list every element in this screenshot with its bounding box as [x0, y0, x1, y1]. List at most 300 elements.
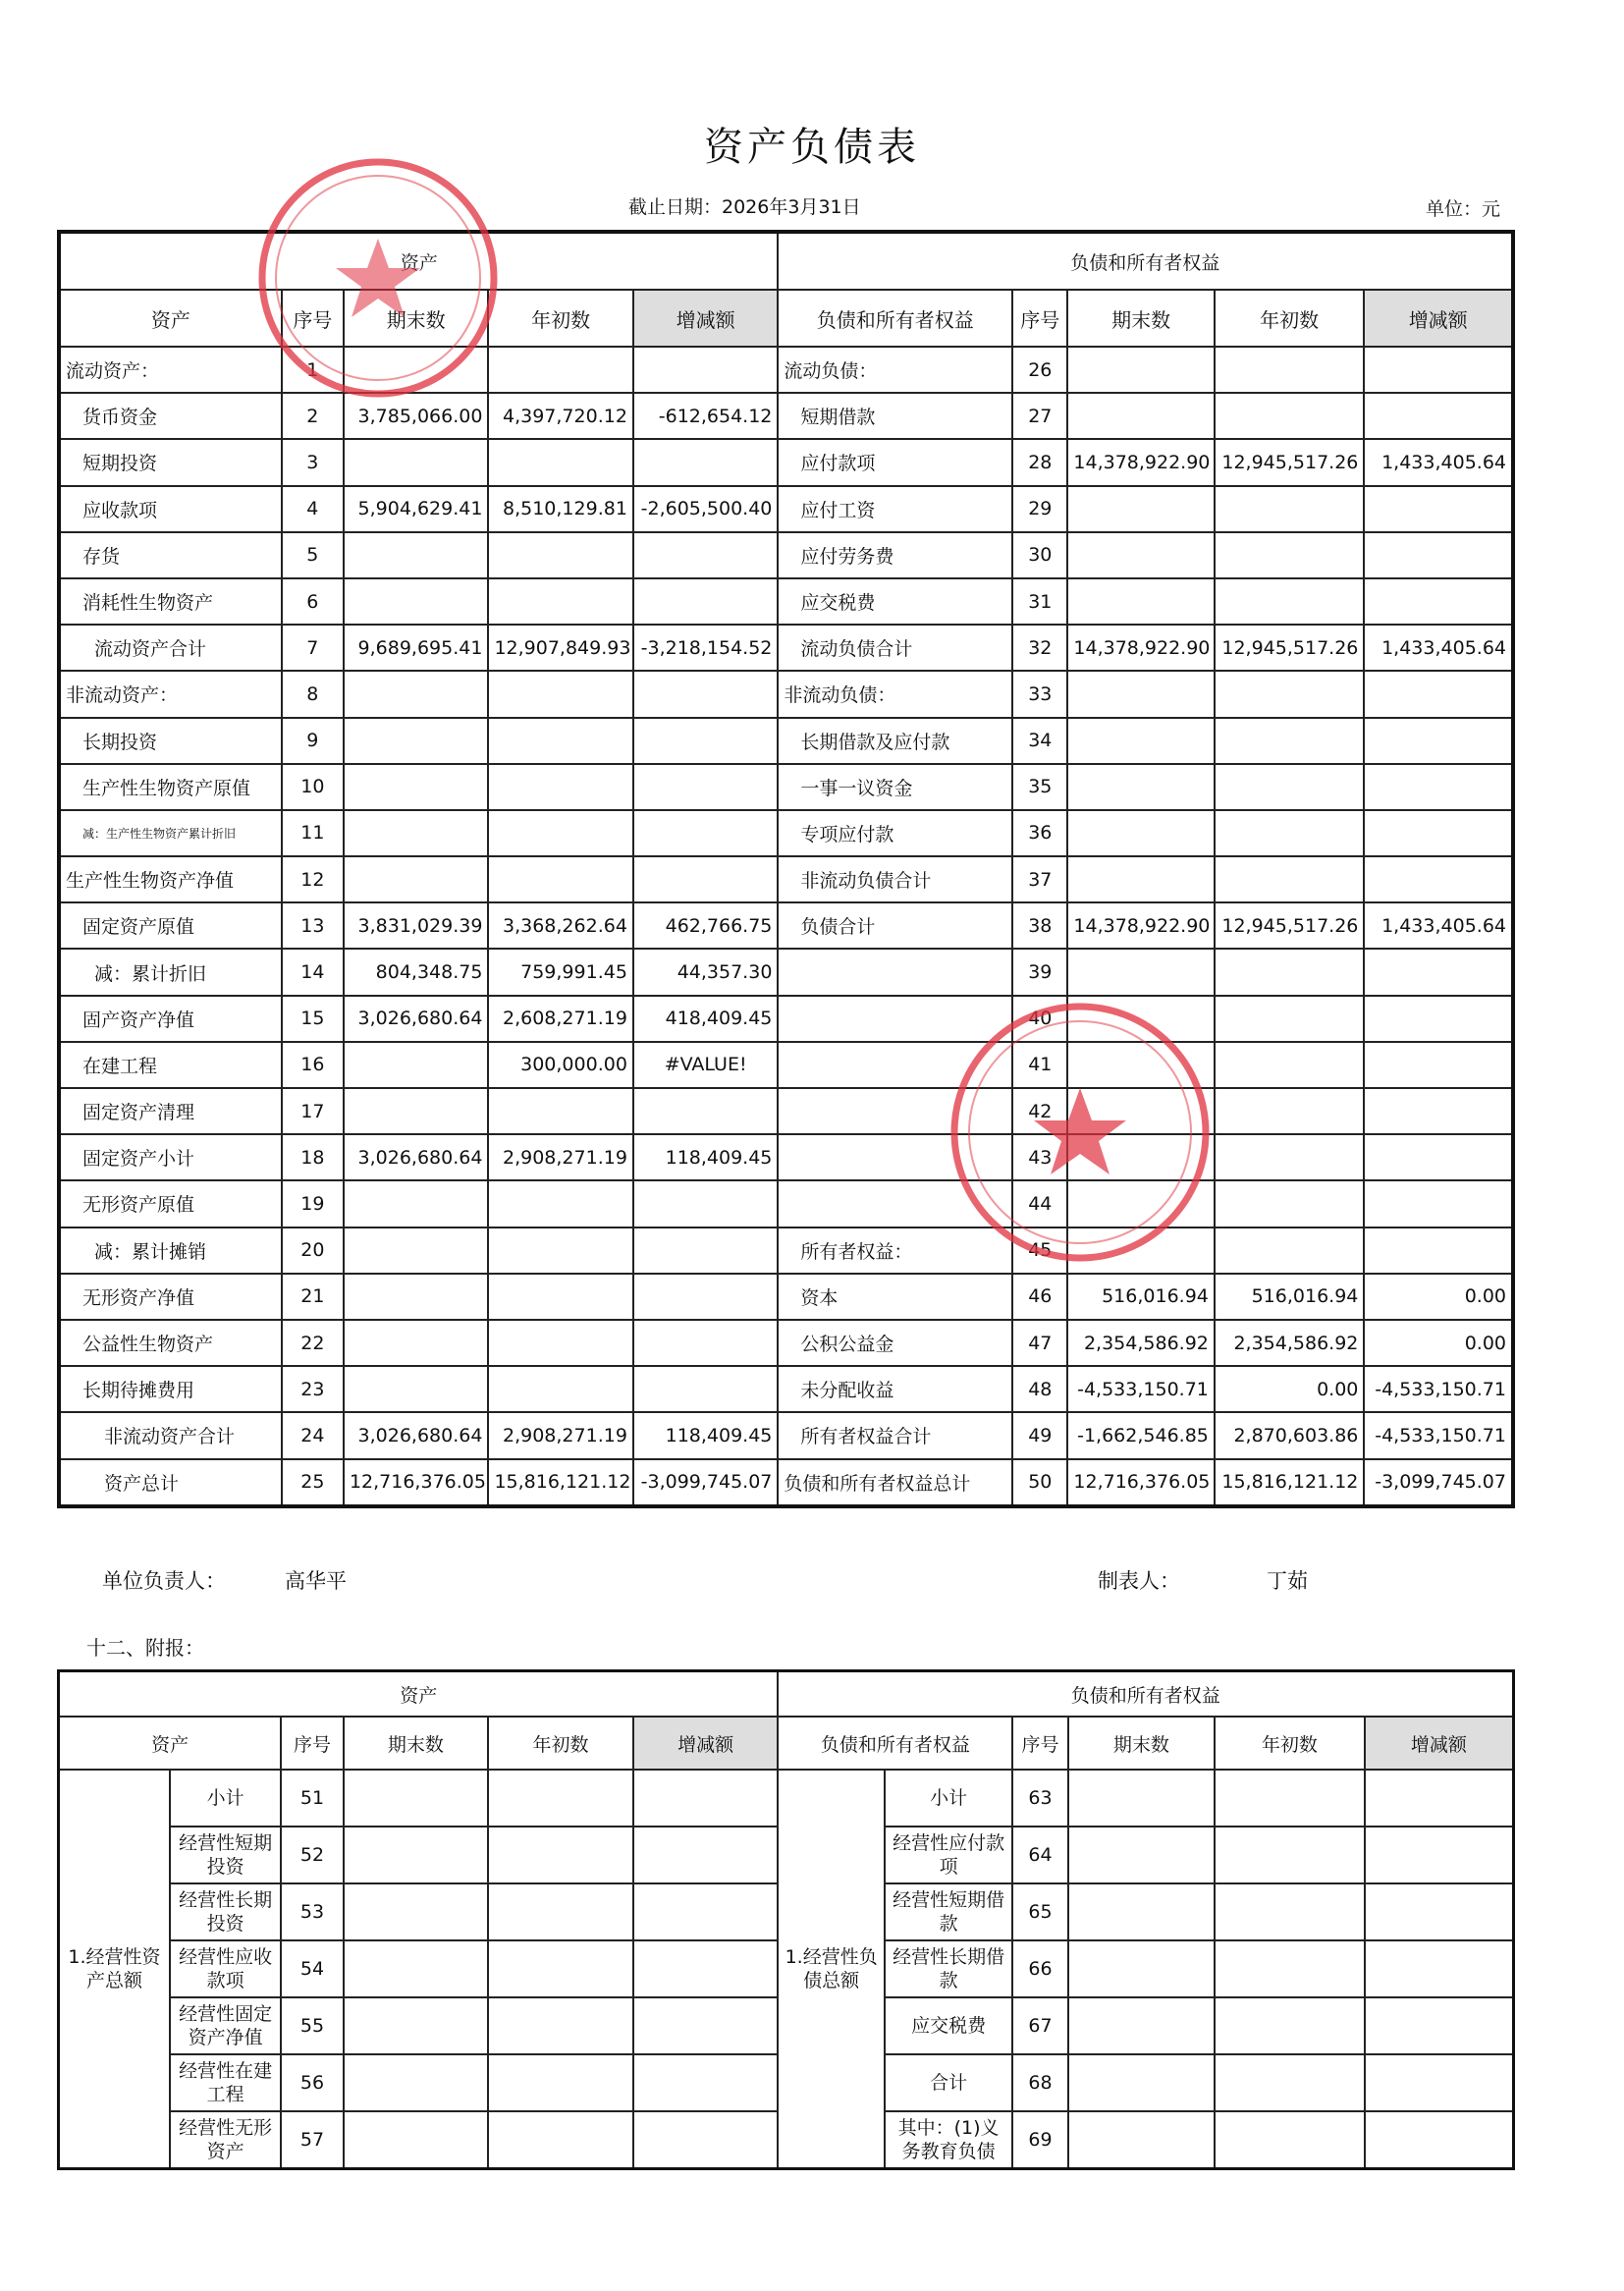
asset-seq: 22: [282, 1320, 344, 1366]
head-label: 单位负责人：: [102, 1569, 226, 1593]
liab-begin: 12,945,517.26: [1215, 902, 1365, 949]
liab-seq: 27: [1012, 393, 1067, 439]
supp-liab-change: [1365, 2054, 1514, 2111]
asset-begin: [488, 532, 632, 578]
asset-label: 在建工程: [59, 1042, 282, 1088]
liab-end: [1067, 393, 1215, 439]
liab-begin: 0.00: [1215, 1366, 1365, 1412]
liab-change: [1364, 996, 1513, 1042]
liab-seq: 36: [1012, 810, 1067, 856]
supp-asset-begin: [488, 2111, 633, 2169]
supp-asset-label: 经营性在建工程: [170, 2054, 281, 2111]
col-seq: 序号: [282, 290, 344, 347]
supp-asset-label: 经营性短期投资: [170, 1827, 281, 1883]
liab-end: 14,378,922.90: [1067, 625, 1215, 671]
asset-seq: 5: [282, 532, 344, 578]
asset-change: #VALUE!: [633, 1042, 778, 1088]
assets-section-header: 资产: [59, 232, 778, 290]
asset-end: [344, 1366, 488, 1412]
asset-seq: 17: [282, 1088, 344, 1134]
liab-begin: [1215, 671, 1365, 717]
balance-row: [59, 625, 1513, 671]
asset-change: 118,409.45: [633, 1134, 778, 1180]
liab-end: [1067, 718, 1215, 764]
balance-row: [59, 578, 1513, 625]
col-change2: 增减额: [1364, 290, 1513, 347]
supp-asset-begin: [488, 1940, 633, 1997]
liab-label: 一事一议资金: [778, 764, 1012, 810]
asset-begin: [488, 1088, 632, 1134]
liab-end: [1067, 347, 1215, 393]
balance-row: [59, 1227, 1513, 1274]
supp-asset-begin: [488, 1827, 633, 1883]
supp-liab-label: 合计: [885, 2054, 1013, 2111]
liab-begin: [1215, 578, 1365, 625]
liab-begin: [1215, 996, 1365, 1042]
supp-assets-section: 资产: [59, 1671, 779, 1718]
supp-liab-seq: 63: [1012, 1770, 1067, 1827]
asset-change: [633, 1180, 778, 1227]
asset-change: -3,099,745.07: [633, 1459, 778, 1506]
supp-asset-label: 小计: [170, 1770, 281, 1827]
asset-label: 流动资产合计: [59, 625, 282, 671]
balance-row: [59, 1088, 1513, 1134]
asset-begin: 15,816,121.12: [488, 1459, 632, 1506]
liab-label: 所有者权益：: [778, 1227, 1012, 1274]
asset-begin: 300,000.00: [488, 1042, 632, 1088]
liab-seq: 50: [1012, 1459, 1067, 1506]
asset-change: -3,218,154.52: [633, 625, 778, 671]
supp-liab-label: 应交税费: [885, 1997, 1013, 2054]
supp-liab-change: [1365, 1997, 1514, 2054]
liab-seq: 47: [1012, 1320, 1067, 1366]
asset-end: [344, 718, 488, 764]
liab-seq: 37: [1012, 856, 1067, 902]
supp-liab-end: [1068, 1883, 1216, 1940]
liab-seq: 45: [1012, 1227, 1067, 1274]
liab-change: [1364, 1134, 1513, 1180]
asset-change: [633, 532, 778, 578]
asset-seq: 20: [282, 1227, 344, 1274]
asset-change: [633, 347, 778, 393]
asset-change: [633, 578, 778, 625]
asset-seq: 7: [282, 625, 344, 671]
asset-seq: 14: [282, 949, 344, 995]
page-title: 资产负债表: [704, 125, 920, 170]
liab-begin: [1215, 764, 1365, 810]
liab-begin: [1215, 856, 1365, 902]
asset-begin: [488, 578, 632, 625]
supp-liab-change: [1365, 1770, 1514, 1827]
liab-begin: [1215, 532, 1365, 578]
asset-end: 12,716,376.05: [344, 1459, 488, 1506]
supp-liab-begin: [1215, 1770, 1365, 1827]
asset-change: [633, 1366, 778, 1412]
asset-change: 462,766.75: [633, 902, 778, 949]
liab-label: 资本: [778, 1274, 1012, 1320]
balance-row: [59, 718, 1513, 764]
liab-seq: 39: [1012, 949, 1067, 995]
asset-change: [633, 1274, 778, 1320]
supp-asset-change: [633, 2054, 779, 2111]
seal-stamp-bottom: [938, 990, 1222, 1275]
supp-asset-begin: [488, 1997, 633, 2054]
supp-asset-seq: 56: [281, 2054, 343, 2111]
supp-col-end: 期末数: [344, 1717, 489, 1770]
supp-asset-end: [344, 2054, 489, 2111]
liab-label: 非流动负债合计: [778, 856, 1012, 902]
asset-begin: [488, 439, 632, 485]
asset-change: [633, 718, 778, 764]
asset-change: [633, 856, 778, 902]
supp-asset-begin: [488, 2054, 633, 2111]
asset-end: [344, 764, 488, 810]
liab-change: 1,433,405.64: [1364, 902, 1513, 949]
supp-liab-seq: 64: [1012, 1827, 1067, 1883]
asset-label: 非流动资产合计: [59, 1412, 282, 1458]
liab-end: 12,716,376.05: [1067, 1459, 1215, 1506]
supp-asset-begin: [488, 1770, 633, 1827]
supplement-table: [57, 1669, 1515, 2170]
liab-seq: 29: [1012, 486, 1067, 532]
asset-begin: [488, 856, 632, 902]
asset-change: [633, 439, 778, 485]
col-asset: 资产: [59, 290, 282, 347]
asset-label: 固定资产原值: [59, 902, 282, 949]
supp-liab-begin: [1215, 2111, 1365, 2169]
asset-seq: 11: [282, 810, 344, 856]
liab-end: [1067, 578, 1215, 625]
asset-end: 3,026,680.64: [344, 996, 488, 1042]
unit-label: 单位：元: [1426, 198, 1501, 220]
supp-asset-change: [633, 1770, 779, 1827]
asset-label: 公益性生物资产: [59, 1320, 282, 1366]
supp-liab-end: [1068, 1940, 1216, 1997]
asset-change: [633, 1320, 778, 1366]
supp-asset-label: 经营性长期投资: [170, 1883, 281, 1940]
asset-change: [633, 671, 778, 717]
asset-seq: 12: [282, 856, 344, 902]
asset-end: [344, 532, 488, 578]
asset-end: [344, 1042, 488, 1088]
liab-label: 应付款项: [778, 439, 1012, 485]
supp-liab-label: 经营性应付款项: [885, 1827, 1013, 1883]
asset-label: 长期待摊费用: [59, 1366, 282, 1412]
asset-label: 消耗性生物资产: [59, 578, 282, 625]
asset-begin: 8,510,129.81: [488, 486, 632, 532]
supp-asset-change: [633, 1940, 779, 1997]
liab-end: [1067, 671, 1215, 717]
asset-seq: 21: [282, 1274, 344, 1320]
asset-seq: 4: [282, 486, 344, 532]
asset-label: 减：生产性生物资产累计折旧: [59, 810, 282, 856]
asset-begin: [488, 718, 632, 764]
balance-row: [59, 1134, 1513, 1180]
asset-change: 44,357.30: [633, 949, 778, 995]
supp-asset-label: 经营性固定资产净值: [170, 1997, 281, 2054]
supp-liab-seq: 69: [1012, 2111, 1067, 2169]
liab-seq: 33: [1012, 671, 1067, 717]
liab-change: [1364, 578, 1513, 625]
asset-begin: [488, 1180, 632, 1227]
liab-change: 1,433,405.64: [1364, 625, 1513, 671]
liab-seq: 42: [1012, 1088, 1067, 1134]
liab-begin: [1215, 1227, 1365, 1274]
supp-asset-change: [633, 1883, 779, 1940]
supp-liab-section: 负债和所有者权益: [778, 1671, 1513, 1718]
asset-label: 无形资产净值: [59, 1274, 282, 1320]
asset-seq: 18: [282, 1134, 344, 1180]
balance-row: [59, 856, 1513, 902]
liab-begin: [1215, 1042, 1365, 1088]
liab-change: -4,533,150.71: [1364, 1366, 1513, 1412]
balance-row: [59, 949, 1513, 995]
liab-change: -3,099,745.07: [1364, 1459, 1513, 1506]
liab-seq: 40: [1012, 996, 1067, 1042]
liab-end: [1067, 532, 1215, 578]
asset-end: [344, 1227, 488, 1274]
col-begin2: 年初数: [1215, 290, 1365, 347]
supp-asset-change: [633, 1827, 779, 1883]
liab-end: -4,533,150.71: [1067, 1366, 1215, 1412]
supp-liab-label: 其中：(1)义务教育负债: [885, 2111, 1013, 2169]
liab-change: [1364, 671, 1513, 717]
supp-row: [59, 1770, 1514, 1827]
liab-change: [1364, 347, 1513, 393]
supp-col-seq2: 序号: [1012, 1717, 1067, 1770]
liab-seq: 38: [1012, 902, 1067, 949]
asset-end: [344, 856, 488, 902]
asset-begin: [488, 1274, 632, 1320]
liab-change: [1364, 718, 1513, 764]
liab-end: [1067, 856, 1215, 902]
asset-change: [633, 764, 778, 810]
supp-asset-change: [633, 1997, 779, 2054]
supp-liab-end: [1068, 2054, 1216, 2111]
asset-seq: 23: [282, 1366, 344, 1412]
asset-seq: 25: [282, 1459, 344, 1506]
asset-begin: 12,907,849.93: [488, 625, 632, 671]
asset-seq: 24: [282, 1412, 344, 1458]
supp-asset-seq: 55: [281, 1997, 343, 2054]
asset-label: 固定资产小计: [59, 1134, 282, 1180]
supp-asset-change: [633, 2111, 779, 2169]
asset-begin: 4,397,720.12: [488, 393, 632, 439]
liab-seq: 26: [1012, 347, 1067, 393]
balance-sheet-table: [57, 230, 1515, 1508]
supp-liab-change: [1365, 2111, 1514, 2169]
liab-section-header: 负债和所有者权益: [778, 232, 1513, 290]
col-liab: 负债和所有者权益: [778, 290, 1012, 347]
supp-liab-begin: [1215, 1883, 1365, 1940]
liab-begin: 12,945,517.26: [1215, 625, 1365, 671]
supp-asset-seq: 51: [281, 1770, 343, 1827]
supp-asset-seq: 53: [281, 1883, 343, 1940]
col-seq2: 序号: [1012, 290, 1067, 347]
liab-label: 应付劳务费: [778, 532, 1012, 578]
asset-begin: 759,991.45: [488, 949, 632, 995]
liab-label: 所有者权益合计: [778, 1412, 1012, 1458]
liab-begin: [1215, 486, 1365, 532]
asset-label: 货币资金: [59, 393, 282, 439]
liab-begin: [1215, 1088, 1365, 1134]
asset-change: [633, 1227, 778, 1274]
liab-end: [1067, 764, 1215, 810]
liab-change: [1364, 1180, 1513, 1227]
asset-begin: [488, 671, 632, 717]
asset-label: 固产资产净值: [59, 996, 282, 1042]
asset-label: 流动资产：: [59, 347, 282, 393]
asset-label: 生产性生物资产原值: [59, 764, 282, 810]
liab-seq: 35: [1012, 764, 1067, 810]
asset-end: [344, 1180, 488, 1227]
liab-end: -1,662,546.85: [1067, 1412, 1215, 1458]
liab-begin: [1215, 347, 1365, 393]
balance-row: [59, 1274, 1513, 1320]
asset-end: [344, 1088, 488, 1134]
liab-end: [1067, 949, 1215, 995]
asset-end: 9,689,695.41: [344, 625, 488, 671]
asset-begin: 2,908,271.19: [488, 1412, 632, 1458]
liab-end: 14,378,922.90: [1067, 439, 1215, 485]
liab-end: 516,016.94: [1067, 1274, 1215, 1320]
asset-end: 3,026,680.64: [344, 1412, 488, 1458]
liab-seq: 34: [1012, 718, 1067, 764]
supp-asset-end: [344, 1997, 489, 2054]
asset-end: [344, 810, 488, 856]
supp-liab-change: [1365, 1883, 1514, 1940]
liab-change: [1364, 1088, 1513, 1134]
supp-liab-end: [1068, 1997, 1216, 2054]
asset-end: 5,904,629.41: [344, 486, 488, 532]
date-line: 截止日期：2026年3月31日: [628, 196, 861, 218]
liab-label: 长期借款及应付款: [778, 718, 1012, 764]
liab-seq: 32: [1012, 625, 1067, 671]
supp-col-liab: 负债和所有者权益: [778, 1717, 1012, 1770]
asset-label: 短期投资: [59, 439, 282, 485]
asset-seq: 13: [282, 902, 344, 949]
liab-begin: [1215, 1180, 1365, 1227]
supp-col-seq: 序号: [281, 1717, 343, 1770]
supp-liab-begin: [1215, 1997, 1365, 2054]
liab-label: 流动负债合计: [778, 625, 1012, 671]
supp-col-end2: 期末数: [1068, 1717, 1216, 1770]
liab-begin: [1215, 949, 1365, 995]
liab-change: [1364, 393, 1513, 439]
head-name: 高华平: [285, 1569, 347, 1593]
liab-change: [1364, 949, 1513, 995]
maker-name: 丁茹: [1267, 1569, 1308, 1593]
asset-label: 应收款项: [59, 486, 282, 532]
supp-liab-begin: [1215, 1940, 1365, 1997]
asset-change: 118,409.45: [633, 1412, 778, 1458]
asset-label: 非流动资产：: [59, 671, 282, 717]
supp-liab-begin: [1215, 1827, 1365, 1883]
balance-row: [59, 1459, 1513, 1506]
supp-asset-end: [344, 1883, 489, 1940]
liab-change: -4,533,150.71: [1364, 1412, 1513, 1458]
asset-begin: [488, 1320, 632, 1366]
liab-change: [1364, 532, 1513, 578]
asset-group-label: 1.经营性资产总额: [59, 1770, 170, 2169]
supp-liab-change: [1365, 1827, 1514, 1883]
supp-liab-seq: 67: [1012, 1997, 1067, 2054]
balance-row: [59, 1180, 1513, 1227]
asset-seq: 15: [282, 996, 344, 1042]
asset-label: 减：累计折旧: [59, 949, 282, 995]
asset-end: 3,831,029.39: [344, 902, 488, 949]
liab-begin: 516,016.94: [1215, 1274, 1365, 1320]
supp-asset-label: 经营性应收款项: [170, 1940, 281, 1997]
asset-change: [633, 1088, 778, 1134]
asset-end: 3,026,680.64: [344, 1134, 488, 1180]
asset-end: [344, 439, 488, 485]
asset-begin: [488, 1366, 632, 1412]
balance-row: [59, 1320, 1513, 1366]
asset-seq: 2: [282, 393, 344, 439]
asset-label: 无形资产原值: [59, 1180, 282, 1227]
liab-end: 14,378,922.90: [1067, 902, 1215, 949]
supp-asset-seq: 52: [281, 1827, 343, 1883]
supp-liab-label: 小计: [885, 1770, 1013, 1827]
asset-seq: 19: [282, 1180, 344, 1227]
seal-stamp-top: [245, 145, 511, 410]
liab-label: 负债和所有者权益总计: [778, 1459, 1012, 1506]
asset-begin: [488, 764, 632, 810]
supp-asset-end: [344, 1770, 489, 1827]
supp-liab-begin: [1215, 2054, 1365, 2111]
liab-label: 应付工资: [778, 486, 1012, 532]
asset-change: -612,654.12: [633, 393, 778, 439]
liab-change: 0.00: [1364, 1274, 1513, 1320]
asset-end: [344, 1274, 488, 1320]
asset-label: 长期投资: [59, 718, 282, 764]
supp-col-begin2: 年初数: [1215, 1717, 1365, 1770]
liab-begin: [1215, 718, 1365, 764]
liab-change: 0.00: [1364, 1320, 1513, 1366]
balance-row: [59, 532, 1513, 578]
balance-row: [59, 902, 1513, 949]
supp-liab-end: [1068, 1770, 1216, 1827]
balance-row: [59, 810, 1513, 856]
asset-change: -2,605,500.40: [633, 486, 778, 532]
asset-label: 生产性生物资产净值: [59, 856, 282, 902]
liab-seq: 44: [1012, 1180, 1067, 1227]
asset-end: [344, 671, 488, 717]
liab-seq: 30: [1012, 532, 1067, 578]
liab-seq: 41: [1012, 1042, 1067, 1088]
supp-liab-seq: 68: [1012, 2054, 1067, 2111]
col-begin: 年初数: [488, 290, 632, 347]
liab-group-label: 1.经营性负债总额: [778, 1770, 884, 2169]
col-change: 增减额: [633, 290, 778, 347]
asset-seq: 16: [282, 1042, 344, 1088]
liab-begin: [1215, 1134, 1365, 1180]
liab-seq: 28: [1012, 439, 1067, 485]
supp-asset-label: 经营性无形资产: [170, 2111, 281, 2169]
col-end2: 期末数: [1067, 290, 1215, 347]
liab-label: 专项应付款: [778, 810, 1012, 856]
supp-asset-begin: [488, 1883, 633, 1940]
maker-label: 制表人：: [1098, 1569, 1180, 1593]
supp-asset-end: [344, 1827, 489, 1883]
supp-asset-seq: 54: [281, 1940, 343, 1997]
asset-end: 3,785,066.00: [344, 393, 488, 439]
liab-label: [778, 949, 1012, 995]
asset-label: 存货: [59, 532, 282, 578]
balance-row: [59, 1042, 1513, 1088]
supp-liab-label: 经营性长期借款: [885, 1940, 1013, 1997]
